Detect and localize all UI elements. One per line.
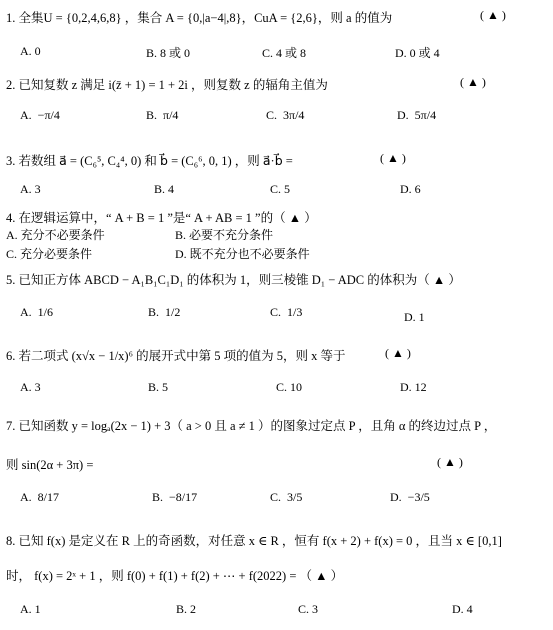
q1-stem: 1. 全集U = {0,2,4,6,8} ，集合 A = {0,|a−4|,8}，CuA = {2,6}，则 a 的值为	[6, 11, 393, 25]
q6-option-a: A. 3	[20, 380, 41, 394]
q2-option-d: D. 5π/4	[397, 108, 437, 122]
q2-option-a: A. −π/4	[20, 108, 60, 122]
q2-answer-marker: ( ▲ )	[460, 75, 486, 89]
q2-option-c-value: 3π/4	[283, 108, 305, 122]
q8-option-b: B. 2	[176, 602, 197, 616]
q7-option-b-value: −8/17	[169, 490, 198, 504]
q4-option-a: A. 充分不必要条件	[6, 228, 105, 242]
q4-option-c: C. 充分必要条件	[6, 247, 93, 261]
q8-option-a: A. 1	[20, 602, 41, 616]
q4-stem: 4. 在逻辑运算中，“ A + B = 1 ”是“ A + AB = 1 ”的（ ▲ ）	[6, 211, 317, 225]
q7-option-d: D. −3/5	[390, 490, 430, 504]
q1-option-a: A. 0	[20, 44, 41, 58]
q3-option-b: B. 4	[154, 182, 175, 196]
q5-option-a: A. 1/6	[20, 305, 54, 319]
q7-option-b: B. −8/17	[152, 490, 198, 504]
q2-option-c: C. 3π/4	[266, 108, 305, 122]
q5-stem: 5. 已知正方体 ABCD − A₁B₁C₁D₁ 的体积为 1，则三棱锥 D₁ − ADC 的体积为（ ▲ ）	[6, 273, 461, 287]
q3-option-d: D. 6	[400, 182, 421, 196]
q7-option-d-value: −3/5	[407, 490, 430, 504]
q2-option-b-value: π/4	[163, 108, 179, 122]
q3-option-c: C. 5	[270, 182, 291, 196]
q6-answer-marker: ( ▲ )	[385, 346, 411, 360]
q5-option-c-value: 1/3	[287, 305, 303, 319]
q3-answer-marker: ( ▲ )	[380, 151, 406, 165]
q7-option-c: C. 3/5	[270, 490, 303, 504]
q1-answer-marker: ( ▲ )	[480, 8, 506, 22]
q3-stem: 3. 若数组 a⃗ = (C₆⁵, C₄⁴, 0) 和 b⃗ = (C₆⁶, 0, 1) ，则 a⃗·b⃗ =	[6, 154, 293, 168]
q7-answer-marker: ( ▲ )	[437, 455, 463, 469]
q5-option-b-value: 1/2	[165, 305, 181, 319]
q1-option-b: B. 8 或 0	[146, 46, 191, 60]
q4-option-d: D. 既不充分也不必要条件	[175, 247, 310, 261]
q3-option-a: A. 3	[20, 182, 41, 196]
q6-option-c: C. 10	[276, 380, 303, 394]
q2-option-d-value: 5π/4	[414, 108, 437, 122]
q8-option-c: C. 3	[298, 602, 319, 616]
q2-stem: 2. 已知复数 z 满足 i(z̄ + 1) = 1 + 2i ，则复数 z 的辐角主值为	[6, 78, 328, 92]
q7-option-a-value: 8/17	[37, 490, 60, 504]
q7-option-c-value: 3/5	[287, 490, 303, 504]
q8-stem: 8. 已知 f(x) 是定义在 R 上的奇函数，对任意 x ∈ R ，恒有 f(x + 2) + f(x) = 0 ，且当 x ∈ [0,1]	[6, 534, 502, 548]
q6-option-b: B. 5	[148, 380, 169, 394]
q8-option-d: D. 4	[452, 602, 473, 616]
q7-stem-continued: 则 sin(2α + 3π) =	[6, 458, 94, 472]
q5-option-d: D. 1	[404, 310, 425, 324]
q2-option-b: B. π/4	[146, 108, 179, 122]
q7-option-a: A. 8/17	[20, 490, 60, 504]
q7-stem: 7. 已知函数 y = logₐ(2x − 1) + 3（ a > 0 且 a ≠ 1 ）的图象过定点 P ，且角 α 的终边过点 P ，	[6, 419, 497, 433]
q5-option-c: C. 1/3	[270, 305, 303, 319]
q5-option-b: B. 1/2	[148, 305, 181, 319]
q1-option-d: D. 0 或 4	[395, 46, 440, 60]
q1-option-c: C. 4 或 8	[262, 46, 307, 60]
q8-stem-continued: 时， f(x) = 2ˣ + 1 ，则 f(0) + f(1) + f(2) + ⋯ + f(2022) = （ ▲ ）	[6, 569, 344, 583]
q6-stem: 6. 若二项式 (x√x − 1/x)⁶ 的展开式中第 5 项的值为 5，则 x 等于	[6, 349, 346, 363]
q6-option-d: D. 12	[400, 380, 427, 394]
q5-option-a-value: 1/6	[37, 305, 54, 319]
q2-option-a-value: −π/4	[37, 108, 60, 122]
q4-option-b: B. 必要不充分条件	[175, 228, 274, 242]
